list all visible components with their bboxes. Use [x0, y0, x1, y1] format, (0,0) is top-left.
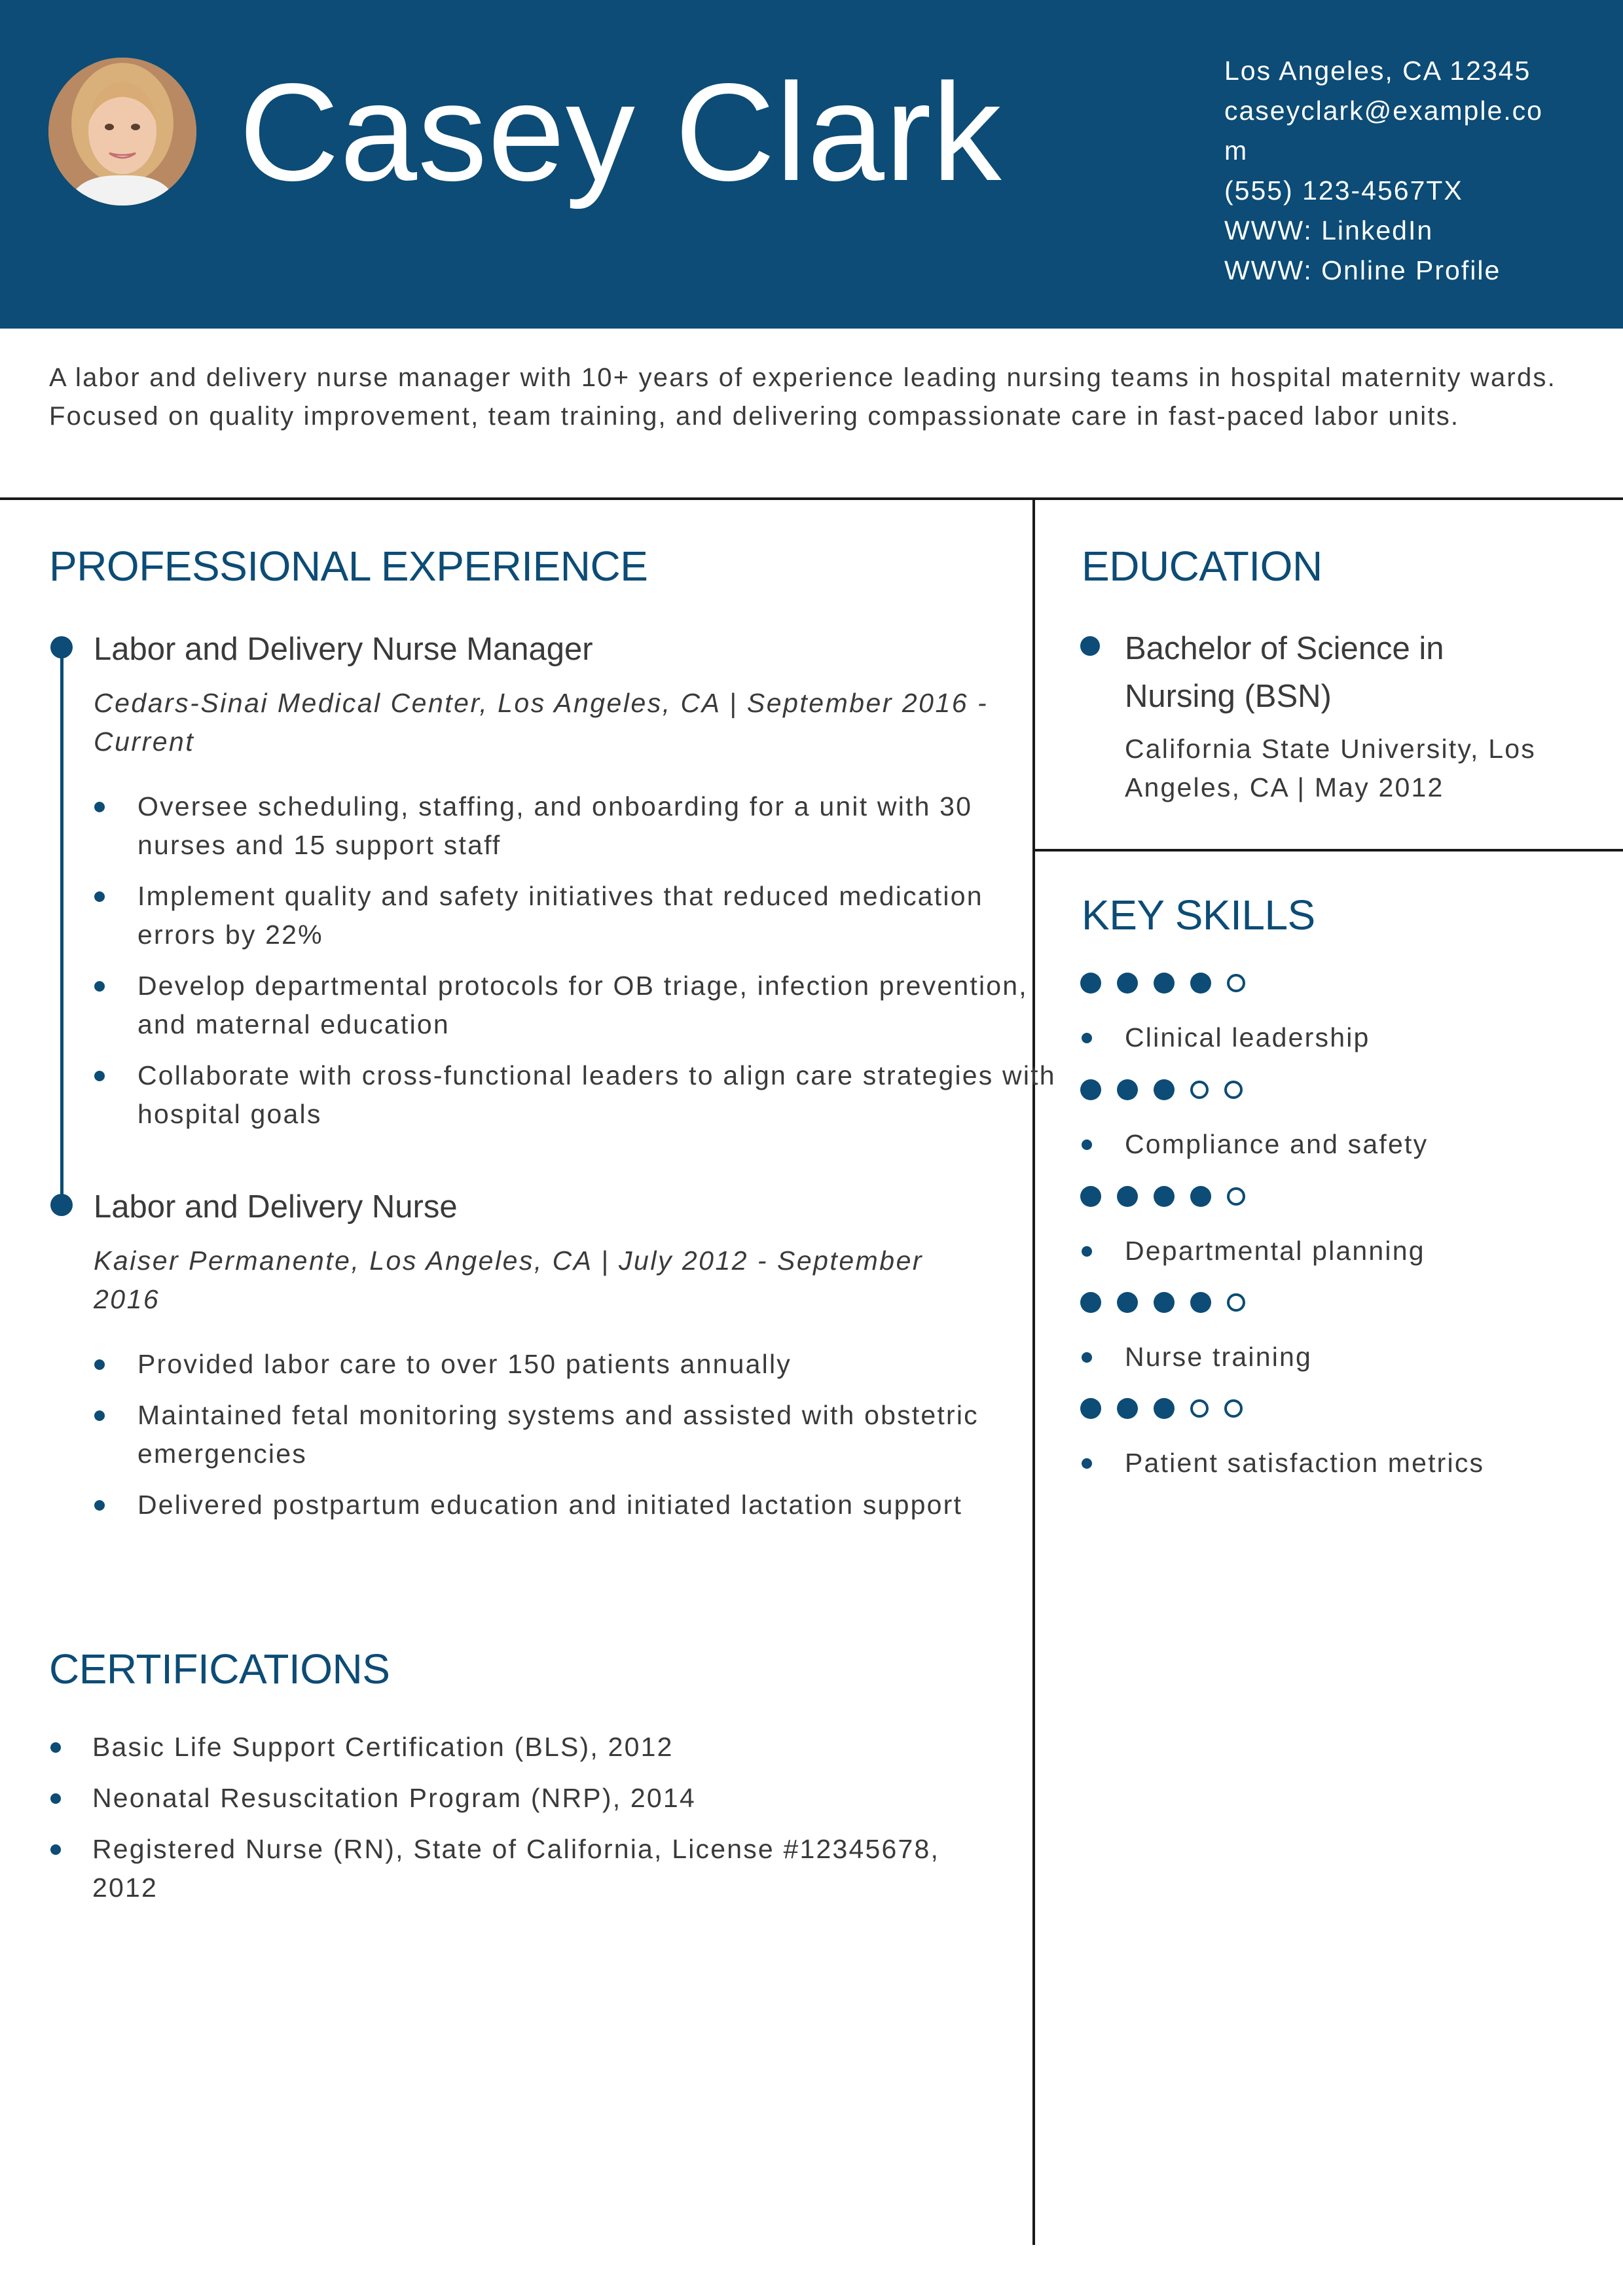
- job-bullets: [137, 1345, 1002, 1524]
- job-entry: [94, 630, 1056, 1134]
- skill-rating: [1080, 1078, 1578, 1102]
- rating-dot-empty-icon: [1224, 1399, 1243, 1418]
- contact-linkedin[interactable]: WWW: LinkedIn: [1224, 215, 1434, 245]
- list-item: Provided labor care to over 150 patients annually: [137, 1345, 1002, 1384]
- education-degree: Bachelor of Science in Nursing (BSN): [1125, 631, 1444, 714]
- timeline-dot-icon: [50, 1194, 73, 1216]
- job-entry: [94, 1187, 1004, 1524]
- skill-item: [1080, 1078, 1578, 1164]
- contact-email[interactable]: caseyclark@example.com: [1224, 96, 1543, 166]
- education-school: California State University, Los Angeles, CA | May 2012: [1125, 734, 1536, 802]
- job-title: Labor and Delivery Nurse: [94, 1189, 458, 1225]
- list-item: Oversee scheduling, staffing, and onboarding for a unit with 30 nurses and 15 support staff: [137, 787, 1067, 865]
- skills-title: KEY SKILLS: [1082, 891, 1315, 939]
- rating-dot-filled-icon: [1117, 1079, 1138, 1100]
- rating-dot-filled-icon: [1080, 973, 1101, 994]
- list-item: Delivered postpartum education and initiated lactation support: [137, 1486, 1002, 1524]
- rating-dot-filled-icon: [1154, 1186, 1175, 1207]
- rating-dot-filled-icon: [1190, 1292, 1211, 1313]
- rating-dot-empty-icon: [1190, 1081, 1209, 1099]
- rating-dot-filled-icon: [1117, 1186, 1138, 1207]
- rating-dot-filled-icon: [1154, 1398, 1175, 1419]
- experience-title: PROFESSIONAL EXPERIENCE: [49, 543, 648, 590]
- list-item: Basic Life Support Certification (BLS), 2012: [92, 1728, 1009, 1767]
- rating-dot-empty-icon: [1227, 1293, 1245, 1312]
- contact-location: Los Angeles, CA 12345: [1224, 56, 1531, 86]
- rating-dot-filled-icon: [1154, 973, 1175, 994]
- contact-block: [1224, 51, 1565, 291]
- skill-rating: [1080, 971, 1578, 995]
- list-item: Maintained fetal monitoring systems and assisted with obstetric emergencies: [137, 1396, 1002, 1473]
- divider-education-skills: [1034, 849, 1623, 852]
- rating-dot-filled-icon: [1154, 1292, 1175, 1313]
- job-bullets: [137, 787, 1067, 1134]
- education-entry: [1125, 625, 1570, 807]
- timeline-dot-icon: [50, 636, 73, 658]
- summary-text: A labor and delivery nurse manager with 10+ years of experience leading nursing teams in hospital maternity wards. Focused on quality improvement, team training, and delivering compassionate care in fast-paced labor units.: [49, 363, 1556, 431]
- list-item: Registered Nurse (RN), State of California, License #12345678, 2012: [92, 1830, 1009, 1907]
- job-title: Labor and Delivery Nurse Manager: [94, 632, 593, 667]
- education-dot-icon: [1080, 636, 1100, 656]
- certifications-title: CERTIFICATIONS: [49, 1645, 390, 1693]
- skill-name: Clinical leadership: [1080, 1018, 1578, 1057]
- rating-dot-filled-icon: [1117, 1398, 1138, 1419]
- contact-profile[interactable]: WWW: Online Profile: [1224, 255, 1501, 285]
- skill-rating: [1080, 1291, 1578, 1314]
- skill-item: [1080, 1291, 1578, 1376]
- rating-dot-filled-icon: [1080, 1398, 1101, 1419]
- job-meta: Kaiser Permanente, Los Angeles, CA | July 2012 - September 2016: [94, 1246, 924, 1314]
- skill-rating: [1080, 1397, 1578, 1420]
- certifications-list: [92, 1728, 1009, 1907]
- skill-item: [1080, 971, 1578, 1057]
- candidate-name: Casey Clark: [239, 54, 1002, 209]
- rating-dot-empty-icon: [1227, 1187, 1245, 1206]
- education-title: EDUCATION: [1082, 543, 1322, 590]
- job-meta: Cedars-Sinai Medical Center, Los Angeles, CA | September 2016 - Current: [94, 688, 989, 757]
- rating-dot-filled-icon: [1080, 1079, 1101, 1100]
- avatar: [48, 58, 196, 206]
- timeline-line: [60, 648, 64, 1204]
- divider-horizontal: [0, 497, 1623, 500]
- rating-dot-filled-icon: [1117, 1292, 1138, 1313]
- rating-dot-filled-icon: [1080, 1186, 1101, 1207]
- skill-rating: [1080, 1185, 1578, 1208]
- profile-photo-icon: [48, 58, 196, 206]
- list-item: Implement quality and safety initiatives that reduced medication errors by 22%: [137, 877, 1067, 954]
- rating-dot-empty-icon: [1224, 1081, 1243, 1099]
- rating-dot-filled-icon: [1190, 1186, 1211, 1207]
- rating-dot-filled-icon: [1117, 973, 1138, 994]
- rating-dot-empty-icon: [1190, 1399, 1209, 1418]
- list-item: Collaborate with cross-functional leaders to align care strategies with hospital goals: [137, 1056, 1067, 1134]
- rating-dot-filled-icon: [1080, 1292, 1101, 1313]
- skill-name: Compliance and safety: [1080, 1125, 1578, 1164]
- skill-name: Patient satisfaction metrics: [1080, 1444, 1578, 1482]
- contact-phone[interactable]: (555) 123-4567TX: [1224, 175, 1463, 206]
- divider-vertical: [1032, 499, 1035, 2245]
- skill-item: [1080, 1397, 1578, 1482]
- skill-name: Departmental planning: [1080, 1232, 1578, 1270]
- rating-dot-filled-icon: [1154, 1079, 1175, 1100]
- skill-item: [1080, 1185, 1578, 1270]
- list-item: Develop departmental protocols for OB triage, infection prevention, and maternal education: [137, 967, 1067, 1044]
- skill-name: Nurse training: [1080, 1338, 1578, 1376]
- rating-dot-filled-icon: [1190, 973, 1211, 994]
- list-item: Neonatal Resuscitation Program (NRP), 2014: [92, 1779, 1009, 1818]
- rating-dot-empty-icon: [1227, 974, 1245, 992]
